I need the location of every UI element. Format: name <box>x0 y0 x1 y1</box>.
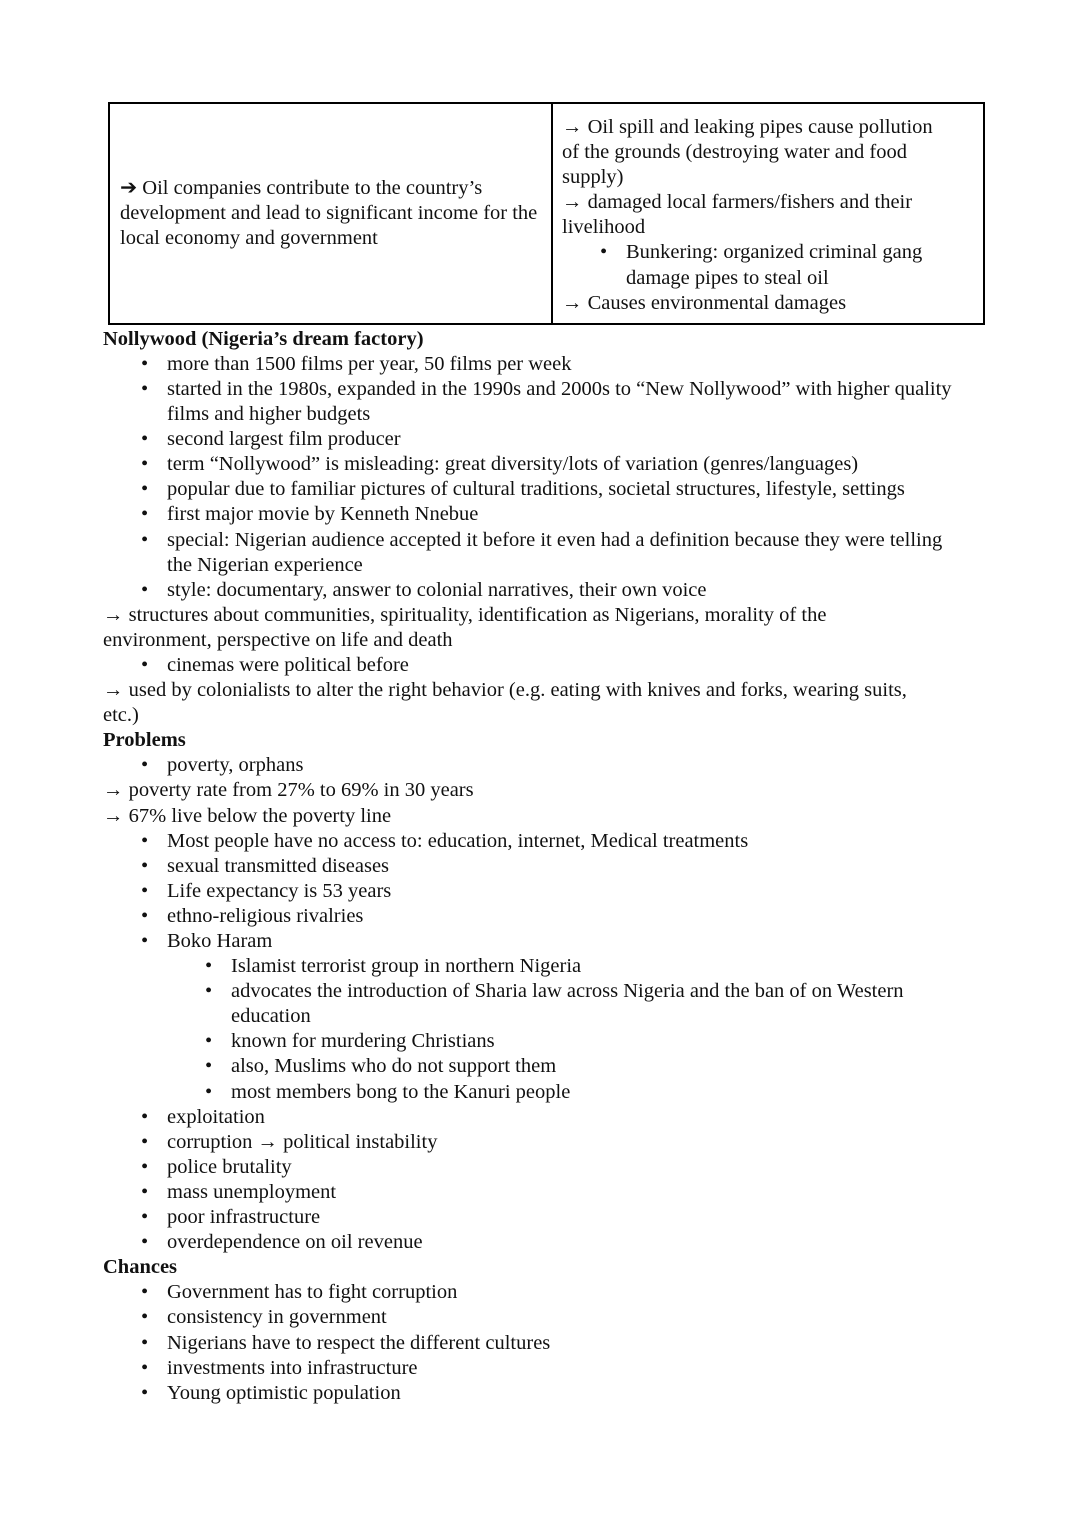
document-page <box>103 102 983 1406</box>
list-item: • overdependence on oil revenue <box>103 1230 983 1255</box>
list-item: • advocates the introduction of Sharia law across Nigeria and the ban of on Western education <box>103 979 963 1029</box>
list-item: • first major movie by Kenneth Nnebue <box>103 502 963 527</box>
list-item: • most members bong to the Kanuri people <box>103 1080 963 1105</box>
list-item: • also, Muslims who do not support them <box>103 1054 963 1079</box>
list-item: • Nigerians have to respect the different cultures <box>103 1331 983 1356</box>
oil-negative-line: supply) <box>562 166 624 189</box>
nollywood-list-b <box>103 653 983 678</box>
list-item: • ethno-religious rivalries <box>103 904 983 929</box>
oil-negative-line: livelihood <box>562 216 646 239</box>
list-item: • special: Nigerian audience accepted it before it even had a definition because they were telling the Nigerian experience <box>103 528 963 578</box>
list-item: • style: documentary, answer to colonial narratives, their own voice <box>103 578 963 603</box>
oil-negative-line: → Causes environmental damages <box>562 291 847 314</box>
oil-positive-text: ➔ Oil companies contribute to the country’s development and lead to significant income for the local economy and government <box>120 176 538 249</box>
arrow-note: etc.) <box>103 704 139 727</box>
list-item: • corruption → political instability <box>103 1130 983 1155</box>
problems-list-b <box>103 829 983 954</box>
list-item: • mass unemployment <box>103 1180 983 1205</box>
arrow-note: → poverty rate from 27% to 69% in 30 years <box>103 779 474 802</box>
arrow-note: environment, perspective on life and death <box>103 628 453 651</box>
list-item: • Most people have no access to: education, internet, Medical treatments <box>103 829 983 854</box>
nollywood-list <box>103 352 963 603</box>
arrow-note: → structures about communities, spirituality, identification as Nigerians, morality of the <box>103 603 827 626</box>
boko-haram-list <box>103 954 963 1105</box>
oil-negative-cell <box>552 103 984 324</box>
arrow-note: → 67% live below the poverty line <box>103 804 392 827</box>
list-item: • Government has to fight corruption <box>103 1280 983 1305</box>
list-item: • exploitation <box>103 1105 983 1130</box>
oil-impact-table <box>108 102 985 325</box>
chances-heading: Chances <box>103 1256 178 1279</box>
nollywood-heading: Nollywood (Nigeria’s dream factory) <box>103 327 424 350</box>
list-item: • poor infrastructure <box>103 1205 983 1230</box>
list-item: • more than 1500 films per year, 50 films per week <box>103 352 963 377</box>
list-item: • Islamist terrorist group in northern Nigeria <box>103 954 963 979</box>
list-item: • second largest film producer <box>103 427 963 452</box>
list-item: • cinemas were political before <box>103 653 983 678</box>
list-item: • Boko Haram <box>103 929 983 954</box>
bunkering-bullet-cont: damage pipes to steal oil <box>626 266 829 289</box>
problems-heading: Problems <box>103 729 186 752</box>
list-item: • known for murdering Christians <box>103 1029 963 1054</box>
list-item: • term “Nollywood” is misleading: great diversity/lots of variation (genres/languages) <box>103 452 963 477</box>
bunkering-bullet: • Bunkering: organized criminal gang <box>562 240 973 265</box>
oil-negative-line: → Oil spill and leaking pipes cause pollution <box>562 116 933 138</box>
oil-positive-cell <box>109 103 552 324</box>
list-item: • police brutality <box>103 1155 983 1180</box>
arrow-note: → used by colonialists to alter the right behavior (e.g. eating with knives and forks, wearing suits, <box>103 679 907 702</box>
list-item: • sexual transmitted diseases <box>103 854 983 879</box>
list-item: • investments into infrastructure <box>103 1356 983 1381</box>
problems-list-a <box>103 753 983 778</box>
list-item: • popular due to familiar pictures of cultural traditions, societal structures, lifestyle, settings <box>103 477 963 502</box>
oil-negative-line: of the grounds (destroying water and food <box>562 141 907 164</box>
list-item: • started in the 1980s, expanded in the 1990s and 2000s to “New Nollywood” with higher quality films and higher budgets <box>103 377 963 427</box>
list-item: • poverty, orphans <box>103 753 983 778</box>
oil-negative-line: → damaged local farmers/fishers and their <box>562 191 913 214</box>
list-item: • Life expectancy is 53 years <box>103 879 983 904</box>
problems-list-c <box>103 1105 983 1256</box>
list-item: • Young optimistic population <box>103 1381 983 1406</box>
chances-list <box>103 1280 983 1405</box>
list-item: • consistency in government <box>103 1305 983 1330</box>
